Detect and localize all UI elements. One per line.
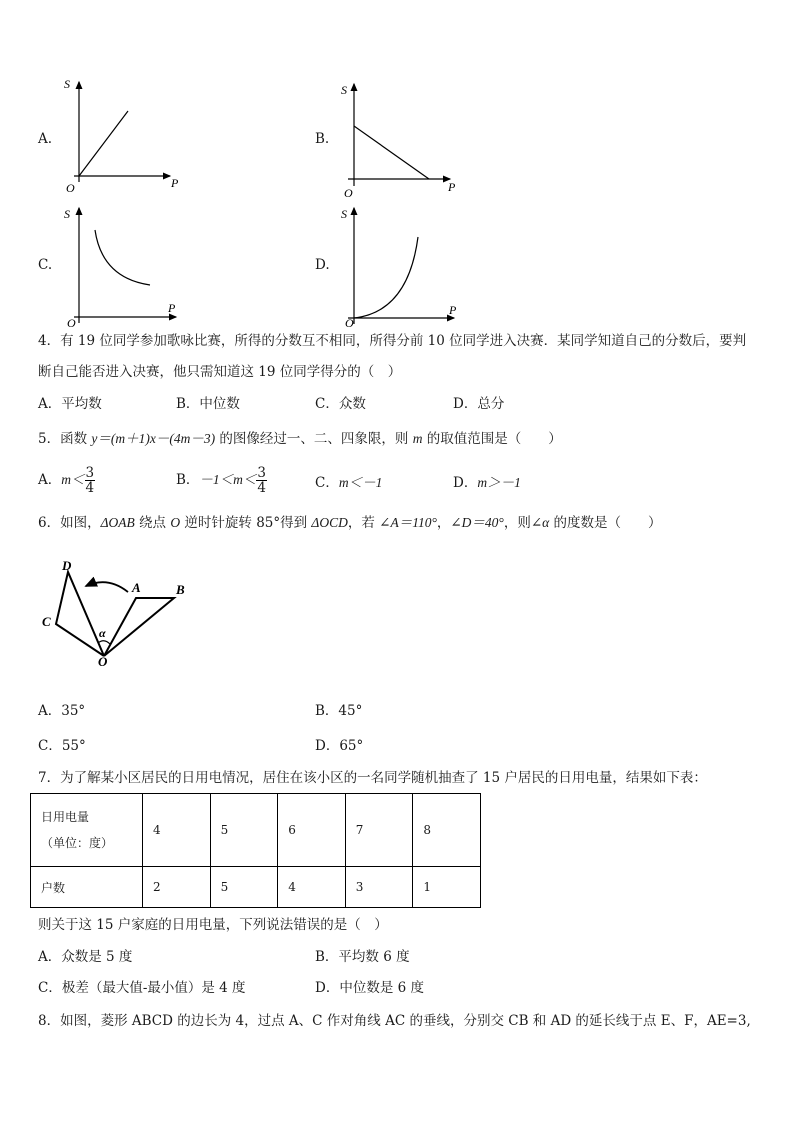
q7-option-a: A．众数是 5 度	[38, 949, 133, 965]
q7-row1-cell: 7	[345, 794, 413, 867]
q5-option-c: C．m＜－1	[315, 475, 383, 491]
graph-b	[338, 76, 468, 201]
graph-a-s: S	[64, 77, 70, 91]
graph-d-curve	[354, 237, 418, 318]
q5-suffix: 的取值范围是（ ）	[422, 431, 562, 447]
q5-option-b: B．－1＜m＜ $\frac{3}{4}$	[176, 465, 267, 496]
q5-option-b-fraction: $\frac{3}{4}$	[257, 465, 267, 496]
q6-option-d: D．65°	[315, 738, 364, 754]
q5-middle: 的图像经过一、二、四象限，则	[215, 431, 413, 447]
graph-a-p: P	[171, 176, 179, 190]
q6-triangle-ocd: ΔOCD	[311, 515, 348, 530]
graph-d-s: S	[341, 207, 347, 221]
q7-table	[30, 793, 481, 908]
graph-a-curve	[79, 111, 128, 176]
q7-table-row-households	[31, 867, 481, 908]
q7-row1-cell: 8	[413, 794, 481, 867]
q4-option-c: C．众数	[315, 396, 366, 412]
graph-d	[338, 200, 468, 330]
q7-row1-cell: 5	[210, 794, 278, 867]
q6-triangle-oab-shape	[104, 598, 174, 656]
graph-c-label: C.	[38, 257, 53, 273]
graph-a-o: O	[66, 181, 75, 195]
graph-d-o: O	[345, 316, 354, 330]
q6-label-a: A	[132, 580, 141, 595]
q4-option-a: A．平均数	[38, 396, 102, 412]
q7-row2-cell: 4	[278, 867, 346, 908]
graph-c-o: O	[67, 316, 76, 330]
q7-row2-cell: 3	[345, 867, 413, 908]
graph-b-curve	[354, 126, 429, 179]
q5-prefix: 5．函数	[38, 431, 92, 447]
graph-a	[58, 70, 188, 195]
q7-table-row-usage	[31, 794, 481, 867]
q8-line1: 8．如图，菱形 ABCD 的边长为 4，过点 A、C 作对角线 AC 的垂线，分别交 CB 和 AD 的延长线于点 E、F，AE=3,	[38, 1013, 751, 1029]
q6-option-a: A．35°	[38, 703, 86, 719]
q7-option-d: D．中位数是 6 度	[315, 980, 424, 996]
q5-option-a: A．m＜ $\frac{3}{4}$	[38, 465, 95, 496]
graph-a-label: A.	[38, 131, 53, 147]
q5-var: m	[412, 431, 423, 446]
graph-c	[58, 200, 188, 330]
q6-angle-d: ∠D＝40°	[450, 515, 504, 530]
q6-label-c: C	[42, 614, 51, 629]
q6-label-d: D	[62, 558, 72, 573]
q7-row2-cell: 5	[210, 867, 278, 908]
graph-c-p: P	[168, 301, 176, 315]
q7-row2-header: 户数	[31, 867, 143, 908]
graph-c-s: S	[64, 207, 70, 221]
q6-triangle-ocd-shape	[56, 572, 104, 656]
q7-intro: 7．为了解某小区居民的日用电情况，居住在该小区的一名同学随机抽查了 15 户居民的日用电量，结果如下表：	[38, 770, 707, 786]
q6-triangle-oab: ΔOAB	[100, 515, 135, 530]
q4-option-b: B．中位数	[176, 396, 240, 412]
graph-b-label: B.	[315, 131, 330, 147]
q7-option-c: C．极差（最大值-最小值）是 4 度	[38, 980, 246, 996]
q5-option-a-fraction: $\frac{3}{4}$	[85, 465, 95, 496]
q6-label-alpha: α	[99, 626, 106, 640]
q7-row2-cell: 2	[143, 867, 211, 908]
q7-option-b: B．平均数 6 度	[315, 949, 410, 965]
q6-option-c: C．55°	[38, 738, 86, 754]
graph-c-curve	[95, 230, 150, 285]
q4-line2: 断自己能否进入决赛，他只需知道这 19 位同学得分的（ ）	[38, 364, 402, 380]
q5-option-d: D．m＞－1	[453, 475, 521, 491]
graph-b-o: O	[344, 186, 353, 200]
graph-b-s: S	[341, 83, 347, 97]
q4-option-d: D．总分	[453, 396, 505, 412]
graph-d-p: P	[449, 303, 457, 317]
q6-label-o: O	[98, 654, 108, 667]
q6-label-b: B	[176, 582, 185, 597]
q6-angle-arc	[98, 641, 110, 644]
q7-row2-cell: 1	[413, 867, 481, 908]
q7-row1-cell: 4	[143, 794, 211, 867]
q6-figure	[38, 552, 208, 667]
q5-stem	[38, 430, 562, 448]
q7-question: 则关于这 15 户家庭的日用电量，下列说法错误的是（ ）	[38, 917, 388, 933]
q6-angle-a: ∠A＝110°	[379, 515, 437, 530]
q6-option-b: B．45°	[315, 703, 363, 719]
q7-row1-cell: 6	[278, 794, 346, 867]
q7-row1-header: 日用电量 （单位：度）	[31, 794, 143, 867]
q4-line1: 4．有 19 位同学参加歌咏比赛，所得的分数互不相同，所得分前 10 位同学进入决赛．某同学知道自己的分数后，要判	[38, 333, 747, 349]
q6-stem: 6．如图，ΔOAB 绕点 O 逆时针旋转 85°得到 ΔOCD，若 ∠A＝110°，∠D＝40°，则∠α 的度数是（ ）	[38, 515, 662, 531]
graph-d-label: D.	[315, 257, 330, 273]
q6-rotation-arrow	[86, 582, 128, 592]
graph-b-p: P	[448, 180, 456, 194]
q5-formula: y＝(m＋1)x－(4m－3)	[91, 431, 216, 446]
q6-angle-alpha: ∠α	[530, 515, 550, 530]
